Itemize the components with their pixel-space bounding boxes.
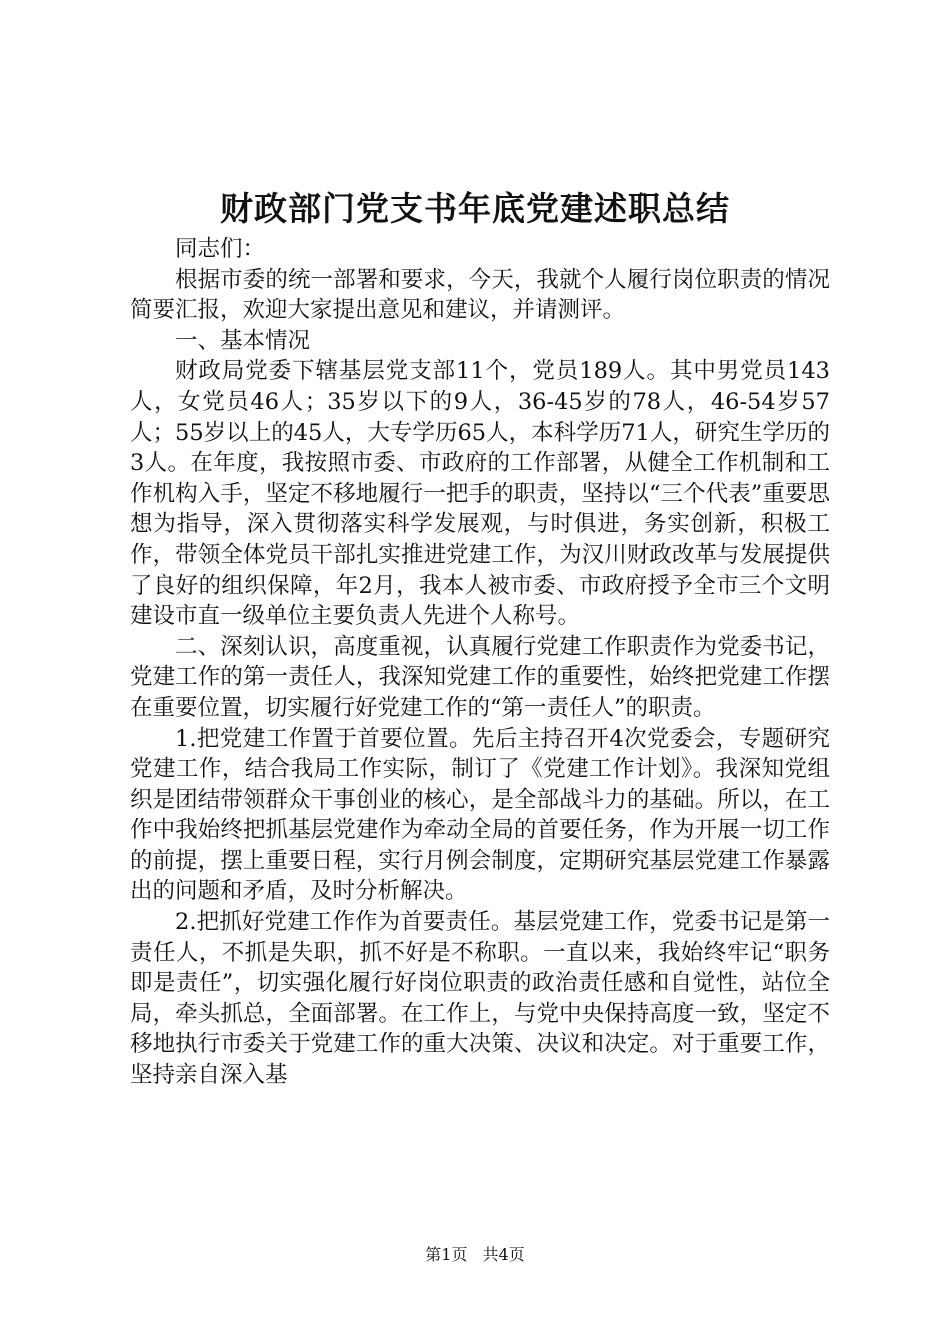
basic-info-paragraph: 财政局党委下辖基层党支部11个，党员189人。其中男党员143人，女党员46人；35岁以下的9人，36-45岁的78人，46-54岁57人；55岁以上的45人，大专学历65人，本科学历71人，研究生学历的3人。在年度，我按照市委、市政府的工作部署，从健全工作机制和工作机构入手，坚定不移地履行一把手的职责，坚持以“三个代表”重要思想为指导，深入贯彻落实科学发展观，与时俱进，务实创新，积极工作，带领全体党员干部扎实推进党建工作，为汉川财政改革与发展提供了良好的组织保障，年2月，我本人被市委、市政府授予全市三个文明建设市直一级单位主要负责人先进个人称号。 xyxy=(130,358,830,630)
greeting-paragraph: 同志们： xyxy=(175,236,266,262)
page-total: 共4页 xyxy=(482,1245,525,1264)
section-two-paragraph: 二、深刻认识，高度重视，认真履行党建工作职责作为党委书记，党建工作的第一责任人，我深知党建工作的重要性，始终把党建工作摆在重要位置，切实履行好党建工作的“第一责任人”的职责。 xyxy=(130,633,830,721)
page-number: 第1页 xyxy=(425,1245,468,1264)
item-two-paragraph: 2.把抓好党建工作作为首要责任。基层党建工作，党委书记是第一责任人，不抓是失职，抓不好是不称职。一直以来，我始终牢记“职务即是责任”，切实强化履行好岗位职责的政治责任感和自觉性，站位全局，牵头抓总，全面部署。在工作上，与党中央保持高度一致，坚定不移地执行市委关于党建工作的重大决策、决议和决定。对于重要工作，坚持亲自深入基 xyxy=(130,909,830,1089)
page-title: 财政部门党支书年底党建述职总结 xyxy=(220,189,730,228)
document-body xyxy=(130,234,830,1091)
intro-paragraph: 根据市委的统一部署和要求，今天，我就个人履行岗位职责的情况简要汇报，欢迎大家提出意见和建议，并请测评。 xyxy=(130,266,830,324)
section-heading-basic: 一、基本情况 xyxy=(175,327,311,354)
item-one-paragraph: 1.把党建工作置于首要位置。先后主持召开4次党委会，专题研究党建工作，结合我局工作实际，制订了《党建工作计划》。我深知党组织是团结带领群众干事创业的核心，是全部战斗力的基础。所以，在工作中我始终把抓基层党建作为牵动全局的首要任务，作为开展一切工作的前提，摆上重要日程，实行月例会制度，定期研究基层党建工作暴露出的问题和矛盾，及时分析解决。 xyxy=(130,725,830,905)
page-footer xyxy=(0,1244,950,1266)
